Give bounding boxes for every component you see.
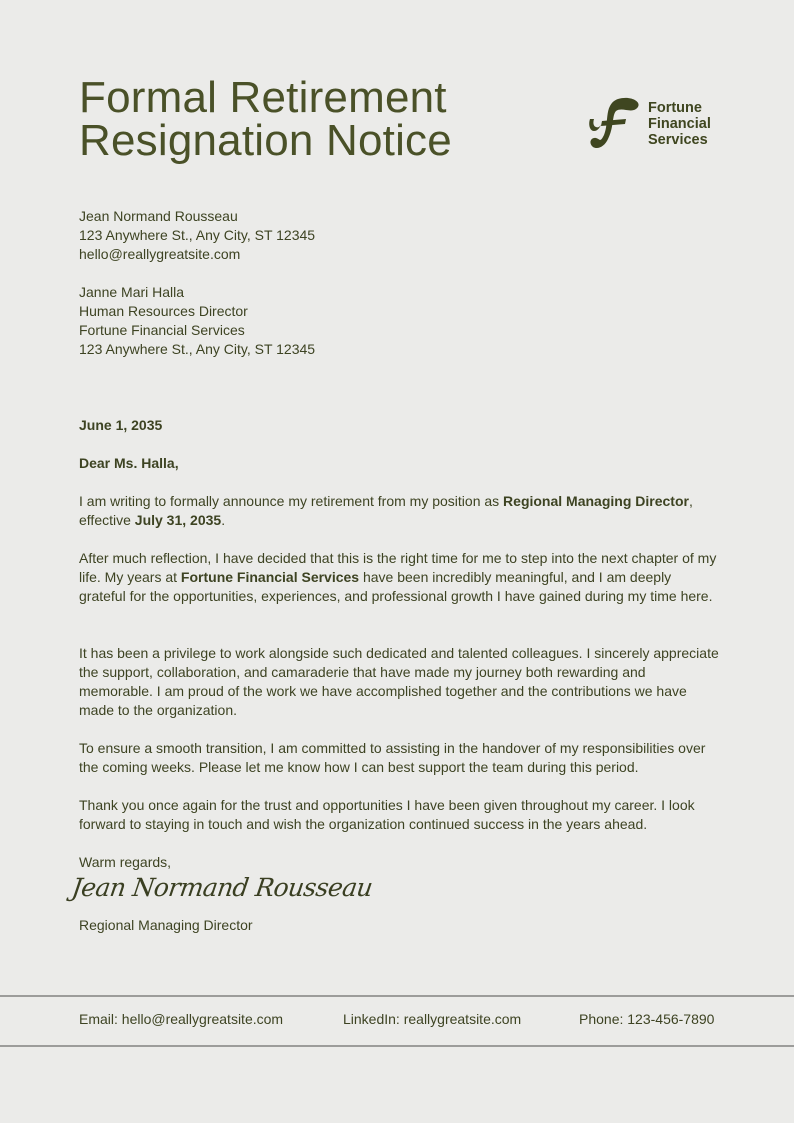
footer-linkedin[interactable]: LinkedIn: reallygreatsite.com	[343, 1011, 522, 1027]
p2-text-a: After much reflection, I have decided that this is the right time for me to step into the next chapter of my life. My years at	[79, 550, 717, 585]
p1-text-a: I am writing to formally announce my retirement from my position as	[79, 493, 504, 509]
footer-bottom-divider	[0, 1045, 794, 1047]
closing: Warm regards,	[79, 854, 172, 870]
logo-line-1: Fortune	[648, 100, 702, 116]
fortune-f-leaf-icon	[588, 97, 642, 149]
recipient-block	[79, 283, 315, 359]
recipient-address: 123 Anywhere St., Any City, ST 12345	[79, 341, 316, 357]
p2-text-c: have been incredibly meaningful, and I am deeply grateful for the opportunities, experiences, and professional growth I have gained during my time here.	[79, 569, 713, 604]
recipient-name: Janne Mari Halla	[79, 284, 185, 300]
footer-email[interactable]: Email: hello@reallygreatsite.com	[79, 1011, 284, 1027]
page-title	[79, 73, 452, 165]
p1-text-e: .	[221, 512, 226, 528]
logo-wordmark	[648, 100, 711, 148]
title-line-1: Formal Retirement	[79, 73, 447, 122]
handwritten-signature: Jean Normand Rousseau	[70, 873, 375, 902]
body-paragraph-5: Thank you once again for the trust and opportunities I have been given throughout my career. I look forward to staying in touch and wish the organization continued success in the years ahead.	[79, 797, 695, 832]
signature-title: Regional Managing Director	[79, 917, 253, 933]
recipient-company: Fortune Financial Services	[79, 322, 245, 338]
p1-text-c: , effective	[79, 493, 693, 528]
footer-phone: Phone: 123-456-7890	[579, 1011, 715, 1027]
recipient-title: Human Resources Director	[79, 303, 248, 319]
p2-company: Fortune Financial Services	[180, 569, 360, 585]
sender-block	[79, 207, 315, 264]
body-paragraph-4: To ensure a smooth transition, I am committed to assisting in the handover of my responsibilities over the coming weeks. Please let me know how I can best support the team during this period.	[79, 740, 706, 775]
salutation: Dear Ms. Halla,	[79, 455, 179, 471]
body-paragraph-3: It has been a privilege to work alongside such dedicated and talented colleagues. I sincerely appreciate the support, collaboration, and camaraderie that have made my journey both rewarding and memorable. I am proud of the work we have accomplished together and the contributions we have made to the organization.	[79, 645, 719, 718]
logo-line-3: Services	[648, 132, 708, 148]
footer-top-divider	[0, 995, 794, 997]
sender-address: 123 Anywhere St., Any City, ST 12345	[79, 227, 316, 243]
body-paragraph-1	[79, 492, 719, 530]
p1-effective-date: July 31, 2035	[134, 512, 222, 528]
body-paragraph-2	[79, 549, 719, 606]
sender-name: Jean Normand Rousseau	[79, 208, 238, 224]
sender-email: hello@reallygreatsite.com	[79, 246, 241, 262]
p1-position: Regional Managing Director	[503, 493, 689, 509]
title-line-2: Resignation Notice	[79, 116, 452, 165]
company-logo	[588, 97, 711, 149]
letter-date: June 1, 2035	[79, 417, 163, 433]
logo-line-2: Financial	[648, 116, 711, 132]
